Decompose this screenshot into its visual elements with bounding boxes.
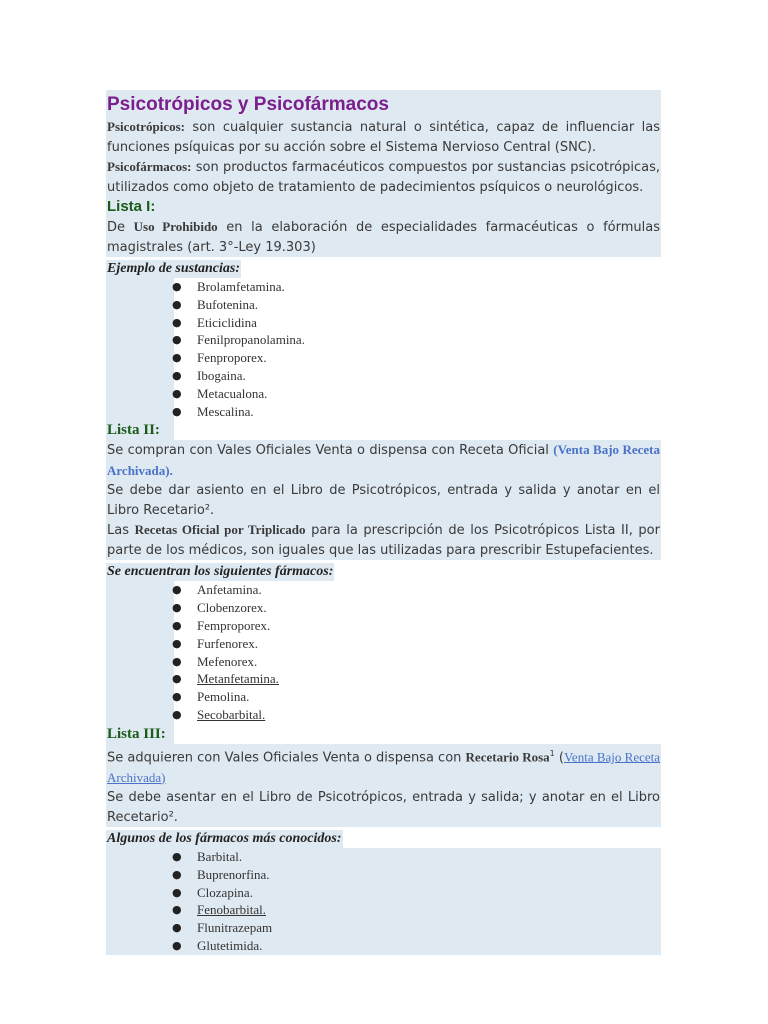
venta-bajo-receta-archivada-link[interactable]: Venta Bajo Receta Archivada)	[107, 749, 661, 785]
lista-2-items	[106, 581, 661, 723]
list-item	[106, 296, 661, 314]
lista-3-items	[106, 848, 661, 955]
list-item-link[interactable]: Metanfetamina.	[197, 671, 279, 687]
term-psicotropicos: Psicotrópicos:	[107, 119, 185, 134]
bullet-icon: ●	[172, 404, 182, 418]
bullet-icon: ●	[172, 672, 182, 686]
lista-3-subheading: Algunos de los fármacos más conocidos:	[107, 831, 342, 847]
list-item-label: Brolamfetamina.	[197, 279, 285, 294]
list-item-background	[106, 331, 174, 349]
list-item	[106, 367, 661, 385]
list-item	[106, 617, 661, 635]
bullet-icon: ●	[172, 885, 182, 899]
list-item-background	[106, 278, 174, 296]
list-item-label: Furfenorex.	[197, 635, 259, 651]
lista-3-libro: Se debe asentar en el Libro de Psicotrópicos, entrada y salida; y anotar en el Libro Recetario².	[106, 788, 661, 827]
list-item-background	[106, 884, 661, 902]
list-item-background	[106, 848, 661, 866]
list-item-label: Clozapina.	[197, 884, 253, 900]
list-item-label: Fenproporex.	[197, 350, 267, 366]
lista-3-description: Se adquieren con Vales Oficiales Venta o dispensa con Recetario Rosa$^1$ (Venta Bajo Receta Archivada)	[106, 744, 661, 788]
list-item-background	[106, 617, 174, 635]
lista-1-heading: Lista I:	[106, 197, 661, 217]
list-item	[106, 635, 661, 653]
list-item-background	[106, 901, 661, 919]
bullet-icon: ●	[172, 333, 182, 347]
list-item-background	[106, 599, 174, 617]
lista-2-subheading: Se encuentran los siguientes fármacos:	[107, 564, 334, 580]
list-item-label: Clobenzorex.	[197, 600, 267, 616]
list-item	[106, 866, 661, 884]
list-item-background	[106, 403, 174, 421]
bullet-icon: ●	[172, 280, 182, 293]
bullet-icon: ●	[172, 386, 182, 400]
list-item-background	[106, 314, 174, 332]
list-item-label: Barbital.	[197, 849, 243, 865]
list-item-label: Anfetamina.	[197, 582, 262, 598]
list-item-label: Eticiclidina	[197, 314, 257, 330]
bullet-icon: ●	[172, 583, 182, 597]
list-item-background	[106, 635, 174, 653]
list-item	[106, 314, 661, 332]
lista-1-items	[106, 278, 661, 420]
list-item	[106, 331, 661, 349]
document	[106, 90, 661, 955]
bullet-icon: ●	[172, 850, 182, 864]
list-item-label: Femproporex.	[197, 617, 271, 633]
bullet-icon: ●	[172, 351, 182, 365]
list-item-label: Flunitrazepam	[197, 920, 273, 936]
intro-psicofarmacos: Psicofármacos: son productos farmacéuticos compuestos por sustancias psicotrópicas, utilizados como objeto de tratamiento de padecimientos psíquicos o neurológicos.	[106, 157, 661, 197]
lista-2-recetas: Las Recetas Oficial por Triplicado para la prescripción de los Psicotrópicos Lista II, por parte de los médicos, son iguales que las utilizadas para prescribir Estupefacientes.	[106, 520, 661, 560]
list-item[interactable]	[106, 706, 661, 724]
list-item-background	[106, 653, 174, 671]
bullet-icon: ●	[172, 707, 182, 721]
bullet-icon: ●	[172, 939, 182, 953]
list-item-background	[106, 919, 661, 937]
bullet-icon: ●	[172, 601, 182, 615]
lista-2-description: Se compran con Vales Oficiales Venta o dispensa con Receta Oficial (Venta Bajo Receta Archivada).	[106, 440, 661, 481]
list-item	[106, 688, 661, 706]
list-item-background	[106, 866, 661, 884]
page-title: Psicotrópicos y Psicofármacos	[106, 90, 661, 117]
list-item-background	[106, 688, 174, 706]
list-item	[106, 919, 661, 937]
list-item	[106, 848, 661, 866]
bullet-icon: ●	[172, 368, 182, 382]
list-item-link[interactable]: Secobarbital.	[197, 706, 266, 722]
list-item-label: Pemolina.	[197, 689, 250, 705]
bullet-icon: ●	[172, 618, 182, 632]
lista-2-heading: Lista II:	[106, 420, 174, 440]
bullet-icon: ●	[172, 297, 182, 311]
lista-1-subheading: Ejemplo de sustancias:	[107, 261, 241, 276]
list-item	[106, 653, 661, 671]
list-item-background	[106, 706, 174, 724]
list-item-background	[106, 581, 174, 599]
lista-3-heading: Lista III:	[106, 724, 174, 744]
list-item-background	[106, 385, 174, 403]
list-item	[106, 278, 661, 296]
bullet-icon: ●	[172, 315, 182, 329]
list-item-background	[106, 349, 174, 367]
list-item-label: Glutetimida.	[197, 938, 263, 954]
bullet-icon: ●	[172, 654, 182, 668]
bullet-icon: ●	[172, 867, 182, 881]
list-item-background	[106, 937, 661, 955]
list-item	[106, 884, 661, 902]
list-item-label: Mescalina.	[197, 403, 254, 419]
list-item	[106, 349, 661, 367]
list-item-background	[106, 296, 174, 314]
list-item-label: Ibogaina.	[197, 367, 246, 383]
lista-1-description: De Uso Prohibido en la elaboración de especialidades farmacéuticas o fórmulas magistrales (art. 3°-Ley 19.303)	[106, 217, 661, 257]
list-item-label: Bufotenina.	[197, 296, 259, 312]
list-item	[106, 937, 661, 955]
list-item-background	[106, 670, 174, 688]
list-item-label: Buprenorfina.	[197, 866, 270, 882]
lista-2-libro: Se debe dar asiento en el Libro de Psicotrópicos, entrada y salida y anotar en el Libro Recetario².	[106, 481, 661, 520]
list-item-label: Metacualona.	[197, 385, 268, 401]
list-item-label: Fenilpropanolamina.	[197, 332, 305, 348]
list-item-background	[106, 367, 174, 385]
list-item-label: Mefenorex.	[197, 653, 258, 669]
list-item	[106, 403, 661, 421]
bullet-icon: ●	[172, 636, 182, 650]
list-item	[106, 581, 661, 599]
intro-psicotropicos: Psicotrópicos: son cualquier sustancia natural o sintética, capaz de influenciar las funciones psíquicas por su acción sobre el Sistema Nervioso Central (SNC).	[106, 117, 661, 157]
bullet-icon: ●	[172, 921, 182, 935]
venta-bajo-receta-link[interactable]: (Venta Bajo Receta Archivada).	[107, 442, 660, 478]
list-item[interactable]	[106, 901, 661, 919]
list-item	[106, 599, 661, 617]
list-item[interactable]	[106, 670, 661, 688]
term-psicofarmacos: Psicofármacos:	[107, 159, 192, 174]
list-item	[106, 385, 661, 403]
bullet-icon: ●	[172, 690, 182, 704]
list-item-link[interactable]: Fenobarbital.	[197, 902, 266, 918]
bullet-icon: ●	[172, 903, 182, 917]
